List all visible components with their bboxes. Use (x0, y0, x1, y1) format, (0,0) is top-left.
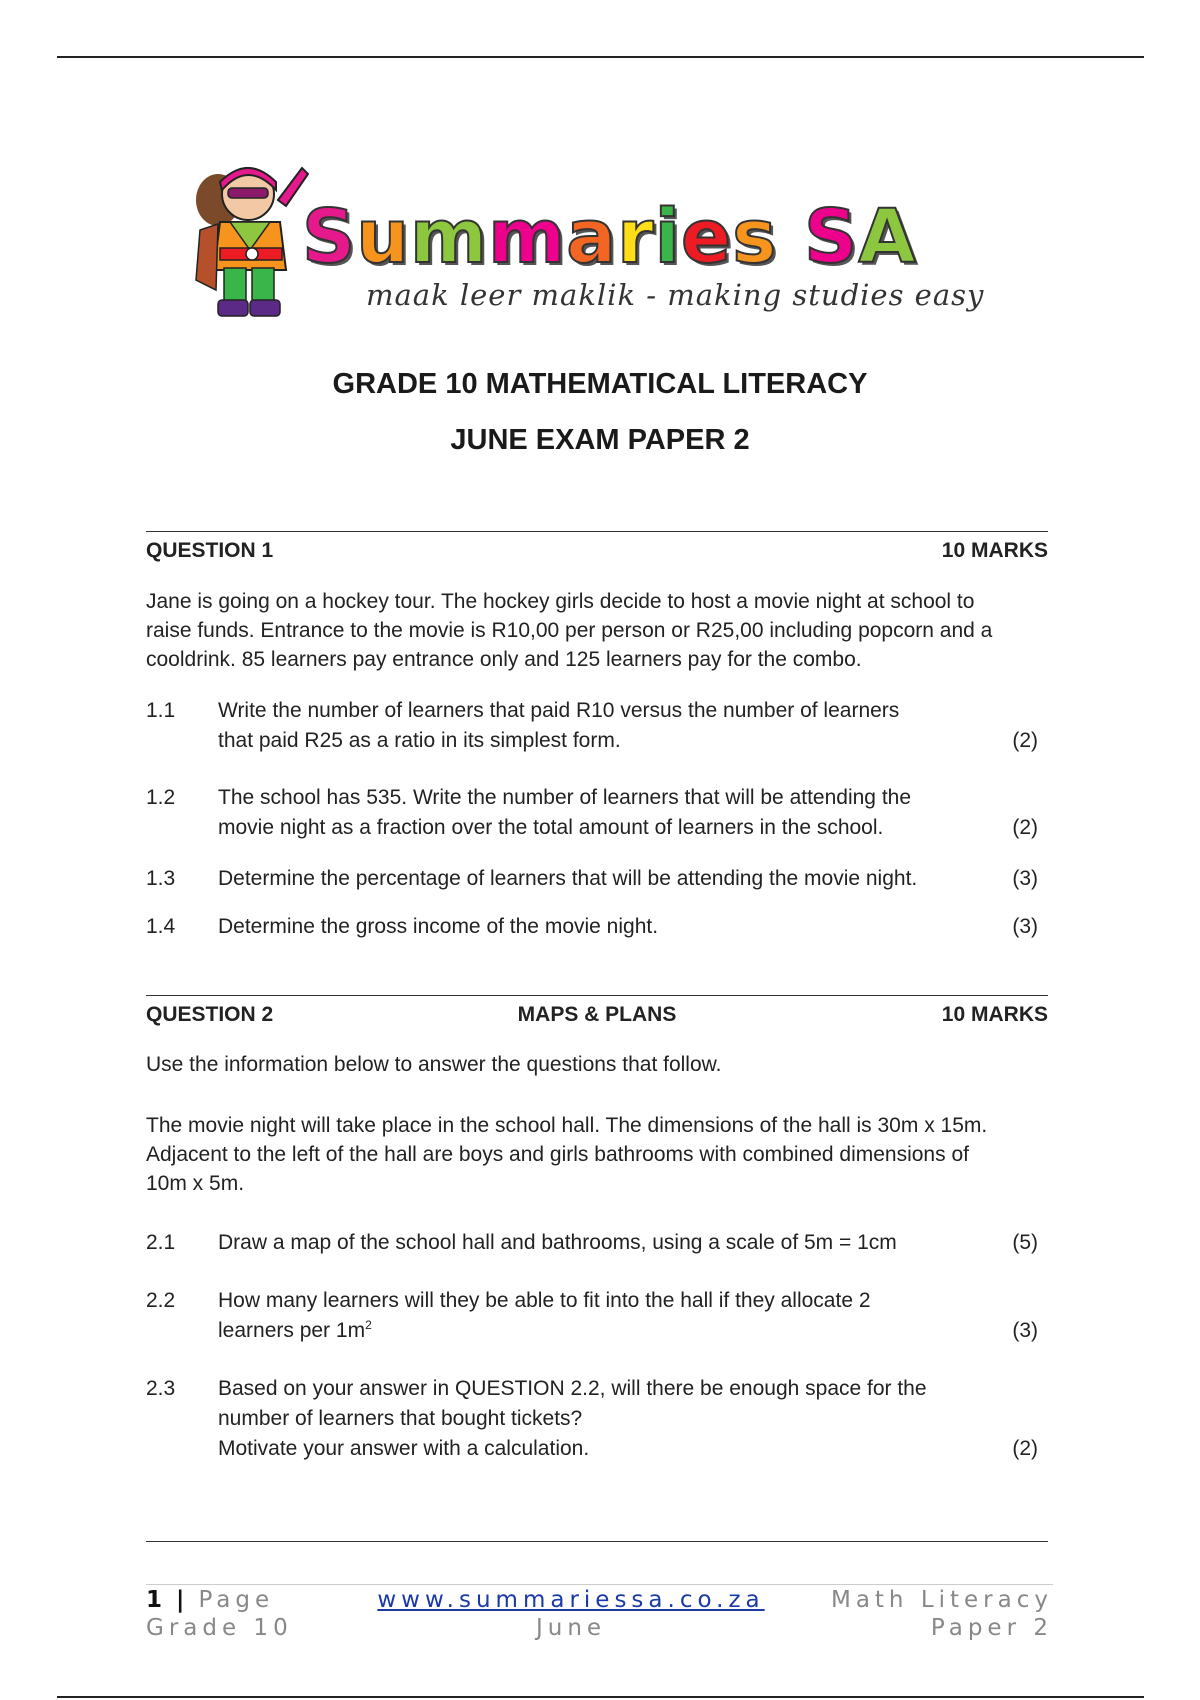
footer-rule (146, 1584, 1053, 1585)
logo-letter: m (409, 194, 489, 280)
info-line: The movie night will take place in the school hall. The dimensions of the hall is 30m x 15m. (146, 1114, 988, 1137)
page-subtitle: JUNE EXAM PAPER 2 (450, 424, 750, 456)
question-1-rule (146, 531, 1048, 532)
intro-line: Jane is going on a hockey tour. The hockey girls decide to host a movie night at school to (146, 590, 975, 613)
question-1-3 (146, 864, 1044, 894)
footer-grade: Grade 10 (146, 1615, 293, 1641)
logo-letter: r (617, 194, 655, 280)
question-2-2 (146, 1286, 1044, 1346)
item-line (218, 1316, 958, 1346)
logo-letter: S (302, 194, 357, 280)
item-line: The school has 535. Write the number of learners that will be attending the (218, 786, 912, 809)
item-text (218, 1228, 958, 1258)
item-line: Determine the gross income of the movie night. (218, 915, 659, 938)
footer-subject: Math Literacy (830, 1587, 1053, 1613)
item-marks: (2) (1012, 729, 1038, 752)
footer-center (346, 1586, 796, 1642)
item-number: 1.2 (146, 786, 176, 809)
item-number: 2.1 (146, 1231, 176, 1254)
question-2-rule (146, 995, 1048, 996)
question-1-2 (146, 783, 1044, 843)
footer-paper: Paper 2 (930, 1615, 1053, 1641)
bottom-rule (57, 1696, 1144, 1698)
question-2-topic: MAPS & PLANS (517, 1003, 677, 1026)
end-rule (146, 1541, 1048, 1542)
item-line: number of learners that bought tickets? (218, 1407, 583, 1430)
item-marks: (5) (1012, 1231, 1038, 1254)
item-number: 2.3 (146, 1377, 176, 1400)
info-line: 10m x 5m. (146, 1172, 245, 1195)
page-footer (146, 1586, 1053, 1646)
item-number: 1.1 (146, 699, 176, 722)
page-separator: | (165, 1587, 199, 1613)
item-marks: (2) (1012, 1437, 1038, 1460)
logo-letter (777, 194, 804, 280)
item-line-text: learners per 1m (218, 1319, 366, 1342)
item-marks: (3) (1012, 915, 1038, 938)
question-2-instruction: Use the information below to answer the questions that follow. (146, 1053, 722, 1076)
page-title: GRADE 10 MATHEMATICAL LITERACY (332, 368, 868, 400)
logo-letter: S (804, 194, 859, 280)
item-line: Write the number of learners that paid R10 versus the number of learners (218, 699, 900, 722)
superscript: 2 (365, 1318, 372, 1332)
item-line: Determine the percentage of learners that will be attending the movie night. (218, 867, 918, 890)
logo-letter: u (356, 194, 410, 280)
summaries-sa-logo (190, 160, 1010, 320)
logo-letter: e (681, 194, 733, 280)
item-line: that paid R25 as a ratio in its simplest form. (218, 729, 621, 752)
item-text (218, 864, 988, 894)
question-2-marks: 10 MARKS (941, 1003, 1048, 1026)
mascot-icon (190, 160, 310, 320)
item-marks: (3) (1012, 867, 1038, 890)
question-1-marks: 10 MARKS (941, 539, 1048, 562)
item-text (218, 696, 958, 756)
item-marks: (3) (1012, 1319, 1038, 1342)
item-text (218, 783, 958, 843)
footer-left (146, 1586, 293, 1642)
question-2-info (146, 1111, 1046, 1198)
item-number: 1.3 (146, 867, 176, 890)
logo-letter: m (488, 194, 567, 280)
page-number: 1 (146, 1587, 166, 1613)
item-text (218, 1374, 958, 1464)
item-line: Draw a map of the school hall and bathrooms, using a scale of 5m = 1cm (218, 1231, 897, 1254)
question-1-intro (146, 587, 1046, 674)
logo-letter: A (858, 194, 917, 280)
question-2-3 (146, 1374, 1044, 1464)
info-line: Adjacent to the left of the hall are boys and girls bathrooms with combined dimensions of (146, 1143, 969, 1166)
item-marks: (2) (1012, 816, 1038, 839)
top-rule (57, 56, 1144, 58)
item-text (218, 912, 958, 942)
item-number: 2.2 (146, 1289, 176, 1312)
logo-tagline: maak leer maklik - making studies easy (366, 278, 985, 312)
intro-line: raise funds. Entrance to the movie is R10,00 per person or R25,00 including popcorn and a (146, 619, 993, 642)
item-line: movie night as a fraction over the total amount of learners in the school. (218, 816, 884, 839)
footer-right (831, 1586, 1053, 1642)
intro-line: cooldrink. 85 learners pay entrance only and 125 learners pay for the combo. (146, 648, 862, 671)
footer-session: June (535, 1615, 607, 1641)
question-2-1 (146, 1228, 1044, 1258)
logo-letter: a (566, 194, 618, 280)
question-1-1 (146, 696, 1044, 756)
question-1-4 (146, 912, 1044, 942)
question-1-label: QUESTION 1 (146, 539, 274, 562)
question-2-label: QUESTION 2 (146, 1003, 274, 1026)
logo-letter: i (654, 194, 682, 280)
item-line: Based on your answer in QUESTION 2.2, will there be enough space for the (218, 1377, 927, 1400)
item-line: How many learners will they be able to fit into the hall if they allocate 2 (218, 1289, 871, 1312)
item-number: 1.4 (146, 915, 176, 938)
website-link[interactable]: www.summariessa.co.za (377, 1587, 765, 1613)
item-line: Motivate your answer with a calculation. (218, 1437, 590, 1460)
logo-wordmark (302, 194, 917, 280)
page-word: Page (198, 1587, 275, 1613)
logo-letter: s (732, 194, 778, 280)
item-text (218, 1286, 958, 1346)
